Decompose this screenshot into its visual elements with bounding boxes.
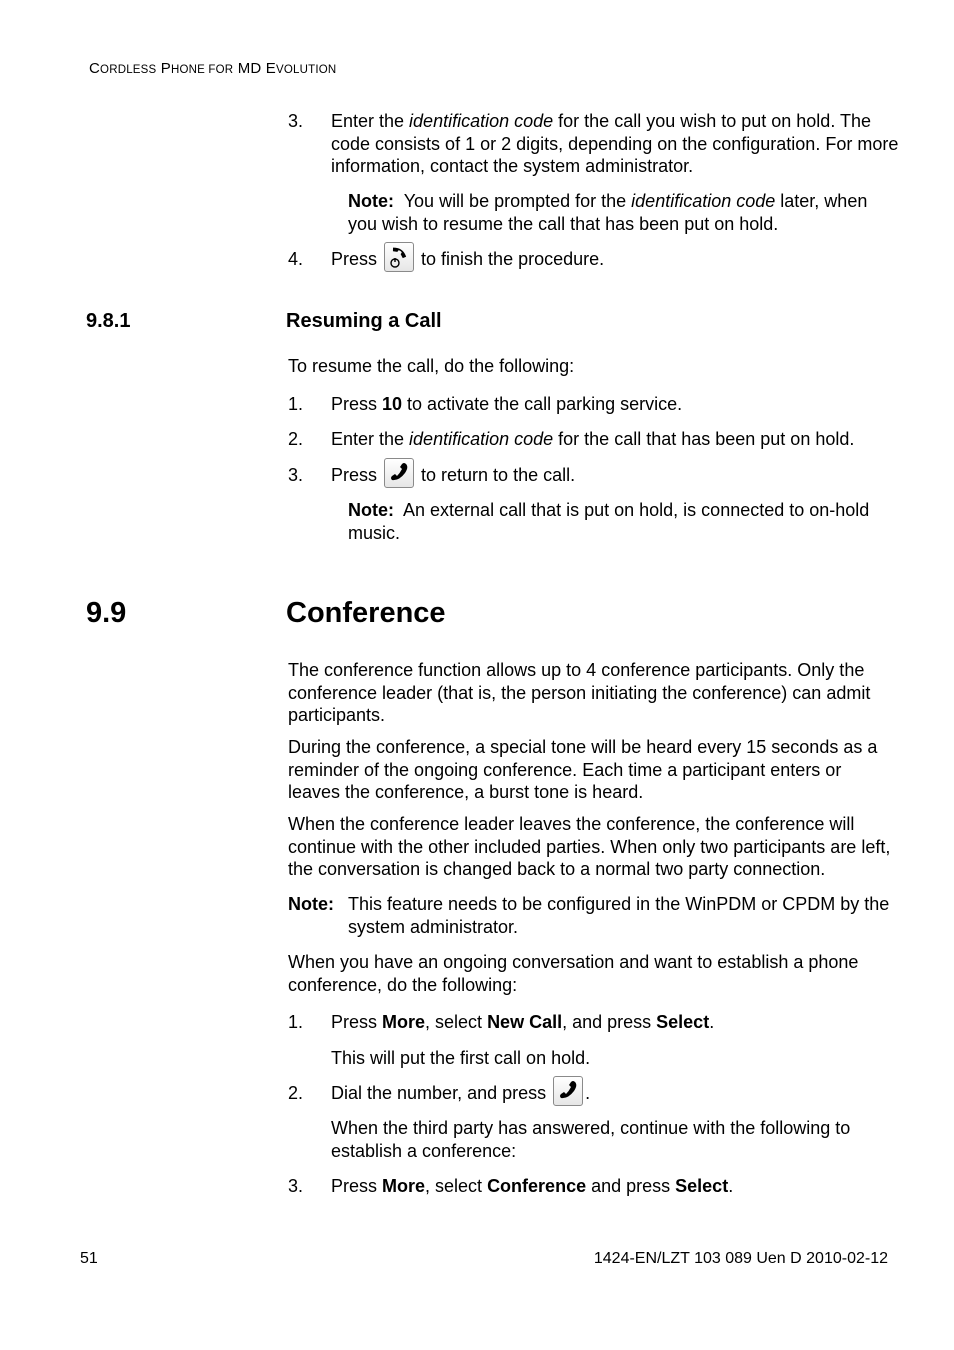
step-number: 1. — [288, 394, 304, 414]
section-title: Resuming a Call — [286, 310, 442, 332]
header-text: MD — [237, 60, 262, 77]
step-result: This will put the first call on hold. — [331, 1048, 591, 1068]
paragraph: During the conference, a special tone will be heard every 15 seconds as a reminder of the ongoing conference. Each time a participant enters or leaves the conference, a burst tone is heard. — [288, 737, 878, 802]
paragraph: The conference function allows up to 4 conference participants. Only the conference leader (that is, the person initiating the conference) can admit participants. — [288, 660, 871, 725]
header-text: E — [265, 60, 277, 77]
paragraph: When the conference leader leaves the conference, the conference will continue with the other included parties. When only two participants are left, the conversation is changed back to a normal two party connection. — [288, 814, 891, 879]
header-text: ORDLESS — [100, 64, 157, 76]
note: Note: An external call that is put on hold, is connected to on-hold music. — [348, 500, 870, 543]
step-result: When the third party has answered, continue with the following to establish a conference: — [331, 1118, 851, 1161]
header-text: HONE FOR — [171, 64, 234, 76]
intro-paragraph: When you have an ongoing conversation and want to establish a phone conference, do the following: — [288, 952, 859, 995]
step-text: Press 10 to activate the call parking service. — [331, 394, 683, 414]
step-text: Press More, select Conference and press Select. — [331, 1176, 734, 1196]
note-label: Note: — [348, 191, 394, 211]
note-label: Note: — [348, 500, 394, 520]
note-label: Note: — [288, 894, 334, 914]
call-key-icon — [384, 458, 414, 488]
note: Note: You will be prompted for the identification code later, when you wish to resume the call that has been put on hold. — [348, 191, 868, 234]
page-number: 51 — [80, 1250, 98, 1267]
call-key-icon — [553, 1076, 583, 1106]
step-number: 2. — [288, 1083, 304, 1103]
step-text: Press to return to the call. — [331, 464, 899, 488]
note-text: This feature needs to be configured in the WinPDM or CPDM by the system administrator. — [348, 894, 890, 937]
step-number: 4. — [288, 249, 304, 269]
step-number: 3. — [288, 465, 304, 485]
step-number: 1. — [288, 1012, 304, 1032]
step-text: Press More, select New Call, and press Select. — [331, 1012, 715, 1032]
section-number: 9.9 — [86, 597, 127, 629]
end-call-key-icon — [384, 242, 414, 272]
intro-paragraph: To resume the call, do the following: — [288, 356, 575, 376]
step-text: Enter the identification code for the call that has been put on hold. — [331, 429, 855, 449]
step-number: 3. — [288, 111, 304, 131]
section-title: Conference — [286, 597, 446, 629]
step-number: 2. — [288, 429, 304, 449]
step-text: Dial the number, and press . — [331, 1082, 899, 1106]
section-number: 9.8.1 — [86, 310, 131, 332]
header-text: C — [89, 60, 101, 77]
header-text: P — [160, 60, 172, 77]
header-text: VOLUTION — [276, 64, 337, 76]
step-text: Enter the identification code for the call you wish to put on hold. The code consists of 1 or 2 digits, depending on the configuration. For more information, contact the system administrator. — [331, 111, 899, 176]
step-number: 3. — [288, 1176, 304, 1196]
document-id: 1424-EN/LZT 103 089 Uen D 2010-02-12 — [593, 1250, 888, 1267]
running-header — [89, 58, 336, 82]
step-text: Press to finish the procedure. — [331, 248, 899, 272]
